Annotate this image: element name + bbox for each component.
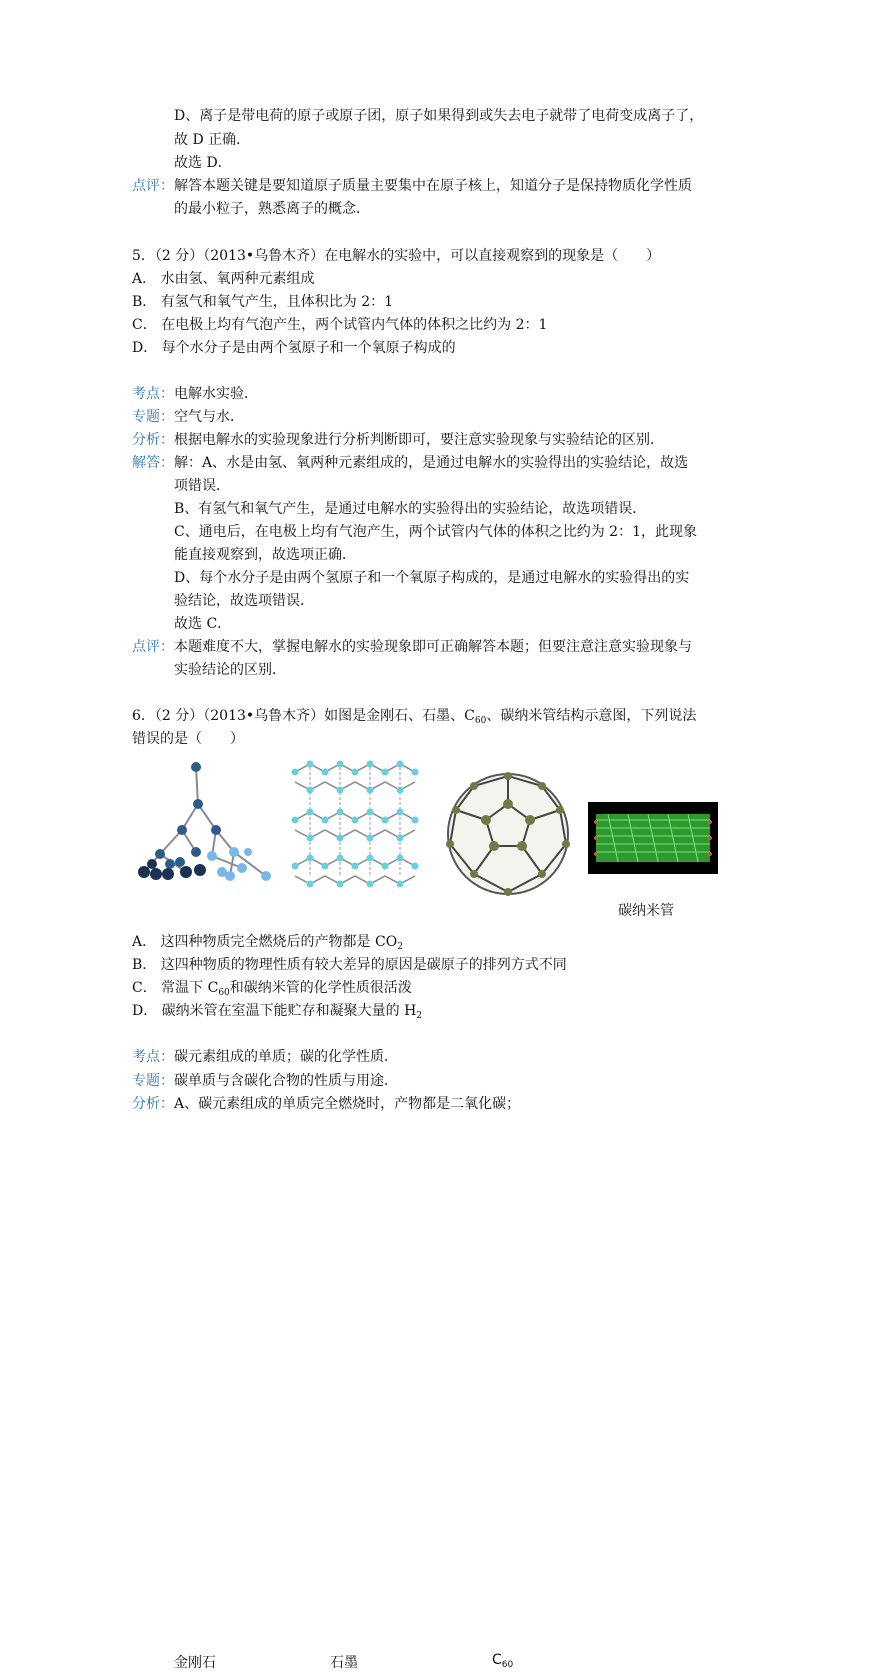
- q6-stem-subscript: 60: [474, 716, 487, 726]
- prev-answer-choice: 故选 D．: [174, 155, 232, 171]
- caption-diamond: 金刚石: [174, 1655, 216, 1671]
- jieda-tag: 解答：: [132, 455, 174, 471]
- q6-fenxi: [132, 1094, 520, 1114]
- comment-tag: 点评：: [132, 178, 174, 194]
- q6-kaodian: [132, 1047, 398, 1067]
- q6-option-d: [132, 1001, 422, 1026]
- zhuanti-text: 碳单质与含碳化合物的性质与用途．: [174, 1073, 398, 1089]
- prev-comment: [132, 176, 692, 196]
- q6-stem-part: 、碳纳米管结构示意图，下列说法: [486, 708, 697, 724]
- prev-answer-d-cont: 故 D 正确．: [174, 132, 251, 148]
- prev-comment-cont: 的最小粒子，熟悉离子的概念．: [174, 201, 370, 217]
- kaodian-tag: 考点：: [132, 386, 174, 402]
- q6-option-d-text: D． 碳纳米管在室温下能贮存和凝聚大量的 H: [132, 1003, 417, 1019]
- q6-option-c-text2: 和碳纳米管的化学性质很活泼: [229, 980, 412, 996]
- q6-option-a: [132, 932, 403, 957]
- q5-dianping-cont: 实验结论的区别．: [174, 662, 286, 678]
- q6-stem-part: 6．（2 分）（2013•乌鲁木齐）如图是金刚石、石墨、C: [132, 708, 475, 724]
- q5-jieda-line: 项错误．: [174, 478, 230, 494]
- q6-option-b: B． 这四种物质的物理性质有较大差异的原因是碳原子的排列方式不同: [132, 957, 567, 973]
- caption-c60-main: C: [492, 1652, 502, 1668]
- caption-c60-sub: 60: [501, 1660, 514, 1670]
- zhuanti-text: 空气与水．: [174, 409, 244, 425]
- prev-answer-d: D、离子是带电荷的原子或原子团，原子如果得到或失去电子就带了电荷变成离子了，: [174, 108, 704, 124]
- kaodian-text: 碳元素组成的单质；碳的化学性质．: [174, 1049, 398, 1065]
- zhuanti-tag: 专题：: [132, 409, 174, 425]
- q6-option-c-text: C． 常温下 C: [132, 980, 219, 996]
- zhuanti-tag: 专题：: [132, 1073, 174, 1089]
- kaodian-text: 电解水实验．: [174, 386, 258, 402]
- kaodian-tag: 考点：: [132, 1049, 174, 1065]
- q5-option-c: C． 在电极上均有气泡产生，两个试管内气体的体积之比约为 2：1: [132, 317, 548, 333]
- q5-option-a: A． 水由氢、氧两种元素组成: [132, 271, 315, 287]
- q5-kaodian: [132, 384, 258, 404]
- q5-jieda-line: C、通电后，在电极上均有气泡产生，两个试管内气体的体积之比约为 2：1，此现象: [174, 524, 697, 540]
- q5-stem: 5．（2 分）（2013•乌鲁木齐）在电解水的实验中，可以直接观察到的现象是（ ）: [132, 248, 661, 264]
- q6-option-a-text: A． 这四种物质完全燃烧后的产物都是 CO: [132, 934, 398, 950]
- q5-zhuanti: [132, 407, 244, 427]
- q5-jieda-line: 能直接观察到，故选项正确．: [174, 547, 356, 563]
- q5-jieda-line: B、有氢气和氧气产生，是通过电解水的实验得出的实验结论，故选项错误．: [174, 501, 647, 517]
- q5-jieda-line: D、每个水分子是由两个氢原子和一个氧原子构成的，是通过电解水的实验得出的实: [174, 570, 690, 586]
- graphite-structure-image: [290, 752, 430, 892]
- c60-structure-image: [438, 764, 578, 904]
- q5-option-d: D． 每个水分子是由两个氢原子和一个氧原子构成的: [132, 340, 456, 356]
- q5-dianping: [132, 637, 692, 657]
- q6-option-a-sub: 2: [397, 942, 403, 952]
- q5-jieda-line: 故选 C．: [174, 616, 232, 632]
- q5-jieda-line: 验结论，故选项错误．: [174, 593, 314, 609]
- q6-option-c: [132, 978, 412, 1003]
- caption-nanotube: 碳纳米管: [618, 903, 674, 919]
- dianping-tag: 点评：: [132, 639, 174, 655]
- q6-option-d-sub: 2: [416, 1011, 423, 1021]
- diamond-structure-image: [130, 752, 280, 892]
- q6-option-c-sub: 60: [218, 988, 230, 998]
- q6-stem-cont: 错误的是（ ）: [132, 731, 244, 747]
- comment-text: 解答本题关键是要知道原子质量主要集中在原子核上，知道分子是保持物质化学性质: [174, 178, 692, 194]
- q6-stem: [132, 706, 696, 731]
- caption-graphite: 石墨: [330, 1655, 358, 1671]
- fenxi-text: 根据电解水的实验现象进行分析判断即可，要注意实验现象与实验结论的区别．: [174, 432, 664, 448]
- q6-zhuanti: [132, 1071, 398, 1091]
- q5-fenxi: [132, 430, 664, 450]
- fenxi-tag: 分析：: [132, 432, 174, 448]
- q5-jieda: [132, 453, 688, 473]
- nanotube-structure-image: [588, 802, 718, 874]
- fenxi-tag: 分析：: [132, 1096, 174, 1112]
- q5-option-b: B． 有氢气和氧气产生，且体积比为 2：1: [132, 294, 394, 310]
- caption-c60: [492, 1652, 513, 1670]
- jieda-text: 解：A、水是由氢、氧两种元素组成的，是通过电解水的实验得出的实验结论，故选: [174, 455, 689, 471]
- dianping-text: 本题难度不大，掌握电解水的实验现象即可正确解答本题；但要注意注意实验现象与: [174, 639, 692, 655]
- fenxi-text: A、碳元素组成的单质完全燃烧时，产物都是二氧化碳；: [174, 1096, 521, 1112]
